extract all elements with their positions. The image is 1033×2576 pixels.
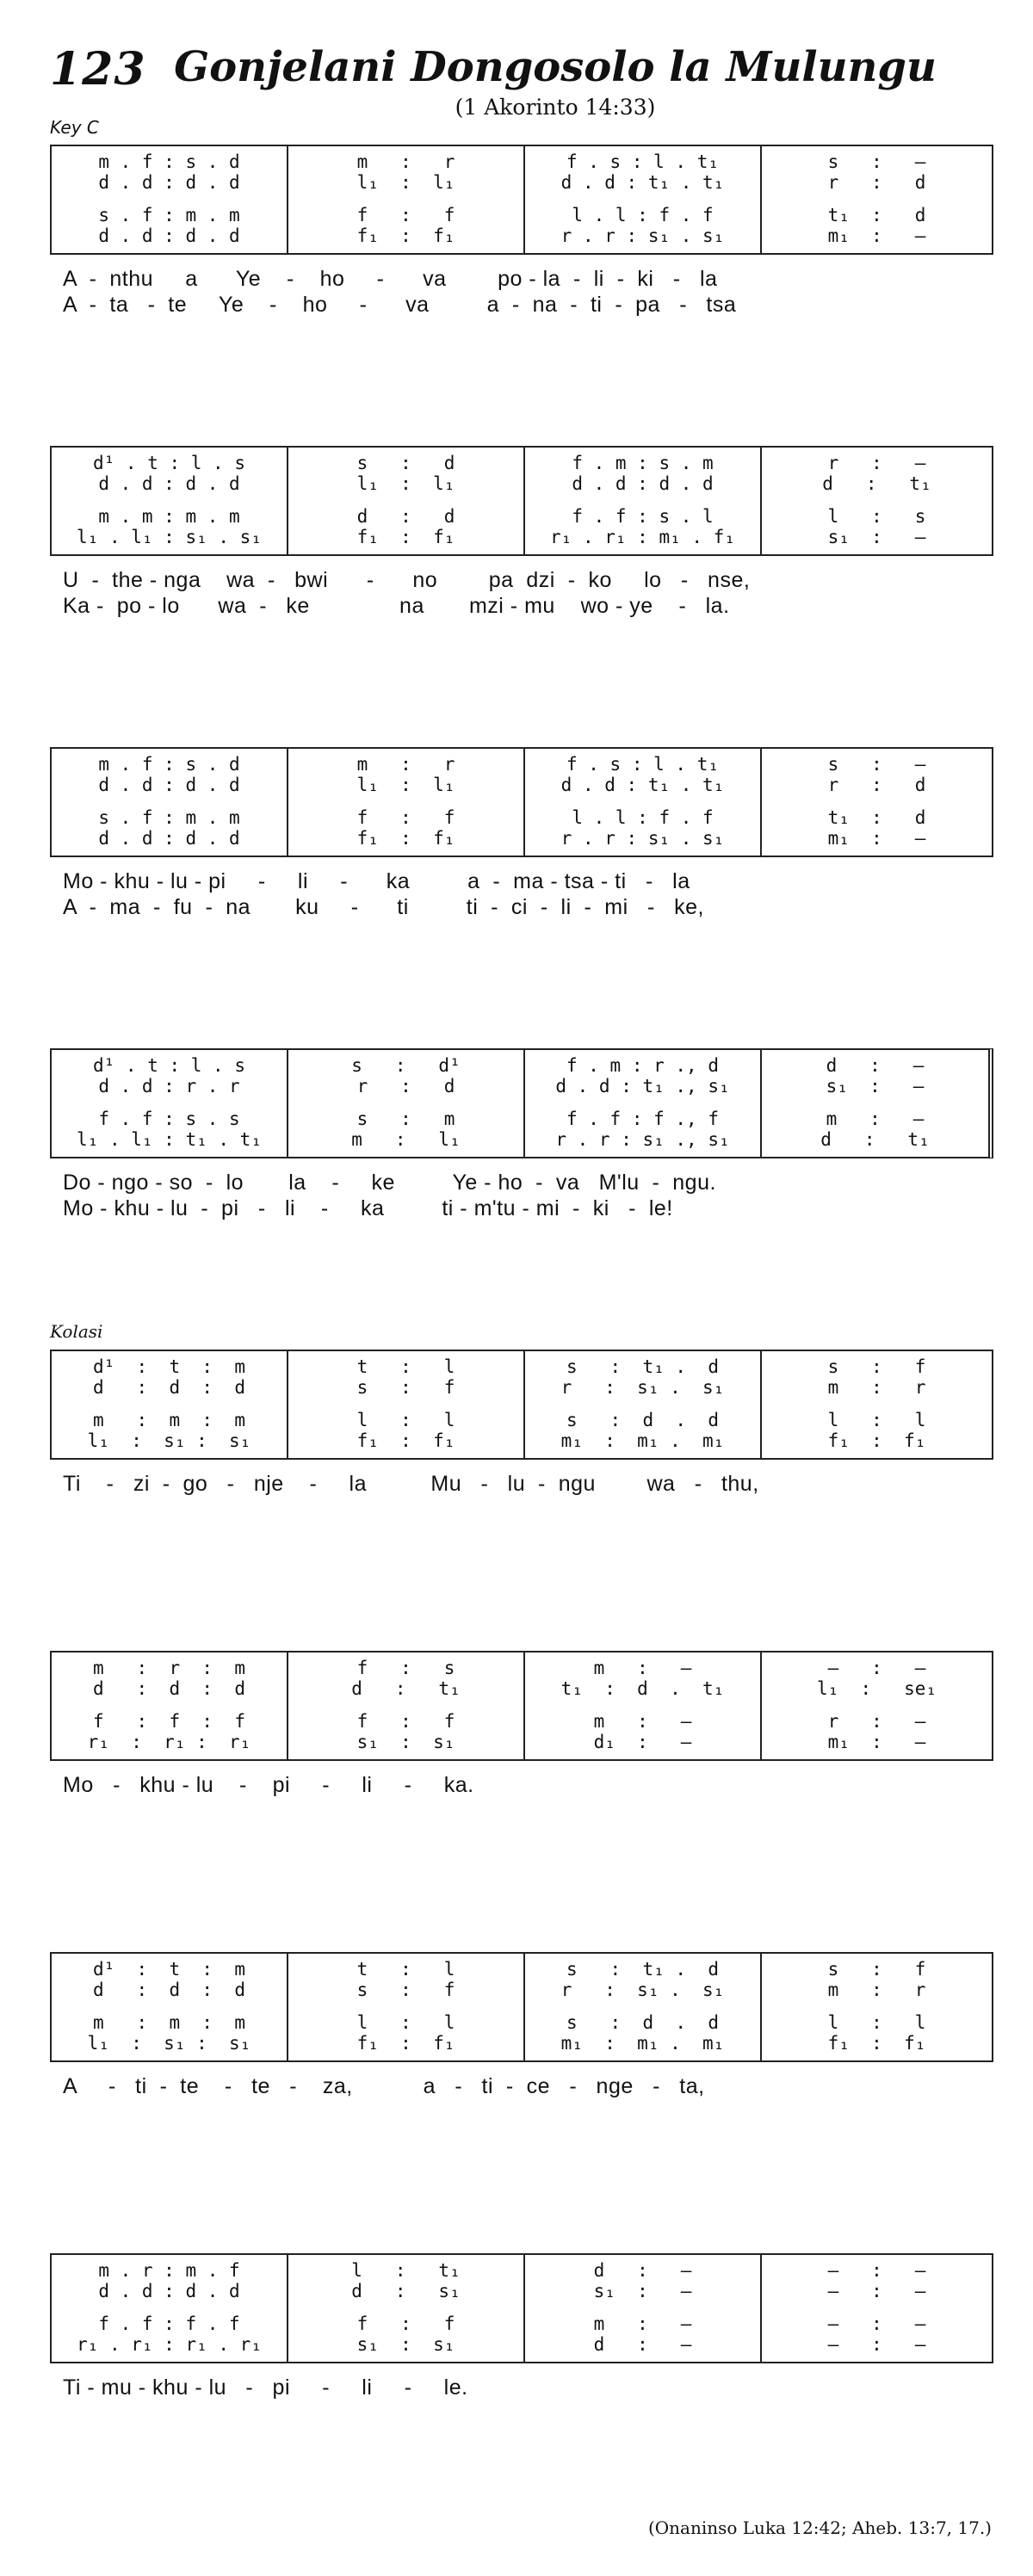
score-system	[50, 2253, 993, 2400]
voice-part-notes: l₁ : l₁	[356, 172, 455, 193]
solfa-staff	[50, 1952, 993, 2062]
measure	[762, 749, 992, 856]
voice-part-notes: t : l	[356, 1356, 455, 1377]
solfa-staff	[50, 747, 993, 857]
voice-part-notes: d¹ : t : m	[92, 1959, 245, 1980]
footer-reference: (Onaninso Luka 12:42; Aheb. 13:7, 17.)	[647, 2517, 992, 2538]
voice-part-notes: l : t₁	[351, 2260, 461, 2281]
voice-part-notes: d . d : t₁ . t₁	[560, 775, 725, 795]
voice-part-notes: r : —	[827, 1711, 926, 1732]
measure	[525, 146, 762, 253]
voice-part-notes: — : —	[827, 2281, 926, 2301]
voice-part-notes: s : f	[827, 1959, 926, 1980]
measure	[288, 1351, 525, 1458]
voice-part-notes: l₁ : l₁	[356, 775, 455, 795]
measure	[762, 1652, 992, 1759]
voice-part-notes: m : r	[356, 754, 455, 775]
lyric-line: A - ma - fu - na ku - ti ti - ci - li - mi - ke,	[63, 895, 704, 919]
lyric-line: Mo - khu - lu - pi - li - ka a - ma - tsa - ti - la	[63, 869, 690, 893]
voice-part-notes: m₁ : —	[827, 1732, 926, 1752]
voice-part-notes: m : r	[356, 151, 455, 172]
measure	[762, 1351, 992, 1458]
voice-part-notes: m₁ : m₁ . m₁	[560, 1430, 725, 1451]
voice-part-notes: m : r	[827, 1980, 926, 2000]
lyric-line: U - the - nga wa - bwi - no pa dzi - ko lo - nse,	[63, 568, 751, 592]
voice-part-notes: s : —	[827, 151, 926, 172]
voice-part-notes: — : —	[827, 2334, 926, 2355]
voice-part-notes: s₁ : —	[593, 2281, 692, 2301]
lyric-line: Do - ngo - so - lo la - ke Ye - ho - va M'lu - ngu.	[63, 1171, 716, 1195]
solfa-staff	[50, 1350, 993, 1460]
voice-part-notes: f . m : s . m	[572, 453, 714, 473]
chorus-label: Kolasi	[50, 1321, 103, 1342]
solfa-staff	[50, 2253, 993, 2363]
voice-part-notes: d¹ : t : m	[92, 1356, 245, 1377]
solfa-staff	[50, 145, 993, 255]
voice-part-notes: f : f	[356, 1711, 455, 1732]
measure	[288, 146, 525, 253]
voice-part-notes: m . r : m . f	[98, 2260, 240, 2281]
voice-part-notes: t₁ : d	[827, 205, 926, 225]
voice-part-notes: f . s : l . t₁	[566, 754, 719, 775]
measure	[525, 448, 762, 554]
measure	[288, 1050, 525, 1157]
measure	[762, 448, 992, 554]
voice-part-notes: m₁ : —	[827, 225, 926, 246]
voice-part-notes: d . d : d . d	[98, 473, 240, 494]
voice-part-notes: l₁ . l₁ : s₁ . s₁	[77, 527, 262, 547]
score-system	[50, 1651, 993, 1797]
voice-part-notes: s . f : m . m	[98, 205, 240, 225]
voice-part-notes: f . f : f ., f	[566, 1109, 719, 1129]
voice-part-notes: r : d	[356, 1076, 455, 1096]
voice-part-notes: r : s₁ . s₁	[560, 1377, 725, 1398]
voice-part-notes: m : —	[593, 1658, 692, 1678]
lyric-line: A - ta - te Ye - ho - va a - na - ti - pa - tsa	[63, 293, 737, 317]
voice-part-notes: d : —	[593, 2260, 692, 2281]
voice-part-notes: r₁ . r₁ : r₁ . r₁	[77, 2334, 262, 2355]
voice-part-notes: f₁ : f₁	[356, 2033, 455, 2054]
voice-part-notes: d . d : d . d	[98, 225, 240, 246]
voice-part-notes: m : r : m	[92, 1658, 245, 1678]
measure	[52, 1954, 288, 2060]
lyric-line: Mo - khu - lu - pi - li - ka ti - m'tu - mi - ki - le!	[63, 1196, 673, 1220]
measure	[288, 1954, 525, 2060]
voice-part-notes: l₁ : s₁ : s₁	[87, 2033, 251, 2054]
voice-part-notes: d . d : t₁ . t₁	[560, 172, 725, 193]
voice-part-notes: f . f : s . s	[98, 1109, 240, 1129]
voice-part-notes: d₁ : —	[593, 1732, 692, 1752]
measure	[288, 1652, 525, 1759]
voice-part-notes: s . f : m . m	[98, 807, 240, 828]
voice-part-notes: t₁ : d	[827, 807, 926, 828]
voice-part-notes: r : d	[827, 775, 926, 795]
voice-part-notes: f . f : s . l	[572, 506, 714, 527]
voice-part-notes: d : t₁	[820, 1129, 930, 1150]
solfa-staff	[50, 1651, 993, 1761]
measure	[525, 1954, 762, 2060]
voice-part-notes: s : d¹	[351, 1055, 461, 1076]
voice-part-notes: l₁ : l₁	[356, 473, 455, 494]
scripture-reference: (1 Akorinto 14:33)	[455, 95, 656, 120]
voice-part-notes: m . m : m . m	[98, 506, 240, 527]
voice-part-notes: r : s₁ . s₁	[560, 1980, 725, 2000]
voice-part-notes: s₁ : s₁	[356, 1732, 455, 1752]
voice-part-notes: m : —	[593, 1711, 692, 1732]
voice-part-notes: d . d : d . d	[572, 473, 714, 494]
voice-part-notes: d : d : d	[92, 1980, 245, 2000]
voice-part-notes: l : s	[827, 506, 926, 527]
voice-part-notes: m : l₁	[351, 1129, 461, 1150]
voice-part-notes: d . d : r . r	[98, 1076, 240, 1096]
score-system	[50, 145, 993, 317]
voice-part-notes: m₁ : —	[827, 828, 926, 849]
voice-part-notes: d : t₁	[351, 1678, 461, 1699]
hymn-title: Gonjelani Dongosolo la Mulungu	[174, 43, 937, 91]
voice-part-notes: l : l	[356, 1410, 455, 1430]
voice-part-notes: s : —	[827, 754, 926, 775]
voice-part-notes: r . r : s₁ ., s₁	[555, 1129, 730, 1150]
score-system	[50, 1952, 993, 2098]
measure	[52, 2255, 288, 2362]
solfa-staff	[50, 446, 993, 556]
voice-part-notes: d : d : d	[92, 1377, 245, 1398]
voice-part-notes: m : m : m	[92, 1410, 245, 1430]
voice-part-notes: s : f	[356, 1377, 455, 1398]
lyric-line: Mo - khu - lu - pi - li - ka.	[63, 1773, 474, 1797]
lyric-line: Ti - zi - go - nje - la Mu - lu - ngu wa - thu,	[63, 1472, 759, 1496]
voice-part-notes: s : f	[356, 1980, 455, 2000]
voice-part-notes: s : t₁ . d	[566, 1356, 719, 1377]
voice-part-notes: f₁ : f₁	[356, 225, 455, 246]
voice-part-notes: r . r : s₁ . s₁	[560, 828, 725, 849]
voice-part-notes: s₁ : —	[826, 1076, 925, 1096]
measure	[52, 448, 288, 554]
voice-part-notes: m : r	[827, 1377, 926, 1398]
voice-part-notes: f : s	[356, 1658, 455, 1678]
voice-part-notes: s₁ : —	[827, 527, 926, 547]
measure	[762, 1050, 988, 1157]
score-system	[50, 747, 993, 919]
voice-part-notes: l . l : f . f	[572, 205, 714, 225]
voice-part-notes: d . d : d . d	[98, 828, 240, 849]
voice-part-notes: f₁ : f₁	[356, 828, 455, 849]
voice-part-notes: f₁ : f₁	[356, 527, 455, 547]
voice-part-notes: — : —	[827, 1658, 926, 1678]
measure	[525, 2255, 762, 2362]
voice-part-notes: f : f : f	[92, 1711, 245, 1732]
voice-part-notes: — : —	[827, 2313, 926, 2334]
voice-part-notes: f : f	[356, 2313, 455, 2334]
voice-part-notes: s : m	[356, 1109, 455, 1129]
voice-part-notes: s : d . d	[566, 1410, 719, 1430]
hymn-number: 123	[50, 43, 146, 96]
voice-part-notes: m : —	[593, 2313, 692, 2334]
voice-part-notes: s : d	[356, 453, 455, 473]
voice-part-notes: f : f	[356, 205, 455, 225]
lyric-line: A - ti - te - te - za, a - ti - ce - nge - ta,	[63, 2074, 705, 2098]
voice-part-notes: t : l	[356, 1959, 455, 1980]
voice-part-notes: s : d . d	[566, 2012, 719, 2033]
voice-part-notes: d¹ . t : l . s	[92, 1055, 245, 1076]
voice-part-notes: t₁ : d . t₁	[560, 1678, 725, 1699]
voice-part-notes: d : —	[593, 2334, 692, 2355]
voice-part-notes: d . d : d . d	[98, 2281, 240, 2301]
voice-part-notes: f . m : r ., d	[566, 1055, 719, 1076]
voice-part-notes: d : —	[826, 1055, 925, 1076]
voice-part-notes: d : d	[356, 506, 455, 527]
score-system	[50, 446, 993, 618]
voice-part-notes: d . d : d . d	[98, 775, 240, 795]
measure	[762, 2255, 992, 2362]
voice-part-notes: r . r : s₁ . s₁	[560, 225, 725, 246]
voice-part-notes: l . l : f . f	[572, 807, 714, 828]
voice-part-notes: d¹ . t : l . s	[92, 453, 245, 473]
measure	[52, 749, 288, 856]
voice-part-notes: r : —	[827, 453, 926, 473]
voice-part-notes: f . f : f . f	[98, 2313, 240, 2334]
measure	[762, 1954, 992, 2060]
voice-part-notes: r₁ . r₁ : m₁ . f₁	[550, 527, 735, 547]
voice-part-notes: s : f	[827, 1356, 926, 1377]
lyric-line: Ka - po - lo wa - ke na mzi - mu wo - ye - la.	[63, 594, 730, 618]
voice-part-notes: f . s : l . t₁	[566, 151, 719, 172]
voice-part-notes: r₁ : r₁ : r₁	[87, 1732, 251, 1752]
voice-part-notes: f₁ : f₁	[827, 1430, 926, 1451]
voice-part-notes: f₁ : f₁	[827, 2033, 926, 2054]
solfa-staff	[50, 1048, 993, 1158]
measure	[288, 749, 525, 856]
key-signature: Key C	[50, 117, 99, 138]
voice-part-notes: m : —	[826, 1109, 925, 1129]
voice-part-notes: s : t₁ . d	[566, 1959, 719, 1980]
voice-part-notes: f₁ : f₁	[356, 1430, 455, 1451]
voice-part-notes: s₁ : s₁	[356, 2334, 455, 2355]
measure	[762, 146, 992, 253]
voice-part-notes: l₁ : se₁	[816, 1678, 937, 1699]
voice-part-notes: d : t₁	[822, 473, 931, 494]
voice-part-notes: l₁ : s₁ : s₁	[87, 1430, 251, 1451]
measure	[52, 1652, 288, 1759]
voice-part-notes: d . d : t₁ ., s₁	[555, 1076, 730, 1096]
measure	[52, 146, 288, 253]
score-system	[50, 1350, 993, 1496]
score-system	[50, 1048, 993, 1220]
voice-part-notes: d . d : d . d	[98, 172, 240, 193]
measure	[525, 1351, 762, 1458]
measure	[525, 1652, 762, 1759]
voice-part-notes: l : l	[356, 2012, 455, 2033]
voice-part-notes: l₁ . l₁ : t₁ . t₁	[77, 1129, 262, 1150]
voice-part-notes: f : f	[356, 807, 455, 828]
voice-part-notes: — : —	[827, 2260, 926, 2281]
voice-part-notes: m . f : s . d	[98, 151, 240, 172]
measure	[288, 448, 525, 554]
voice-part-notes: m : m : m	[92, 2012, 245, 2033]
measure	[52, 1351, 288, 1458]
measure	[52, 1050, 288, 1157]
measure	[525, 1050, 762, 1157]
voice-part-notes: m₁ : m₁ . m₁	[560, 2033, 725, 2054]
voice-part-notes: r : d	[827, 172, 926, 193]
measure	[288, 2255, 525, 2362]
lyric-line: Ti - mu - khu - lu - pi - li - le.	[63, 2375, 468, 2400]
voice-part-notes: l : l	[827, 1410, 926, 1430]
measure	[525, 749, 762, 856]
lyric-line: A - nthu a Ye - ho - va po - la - li - ki - la	[63, 267, 718, 291]
voice-part-notes: l : l	[827, 2012, 926, 2033]
voice-part-notes: d : s₁	[351, 2281, 461, 2301]
voice-part-notes: d : d : d	[92, 1678, 245, 1699]
voice-part-notes: m . f : s . d	[98, 754, 240, 775]
